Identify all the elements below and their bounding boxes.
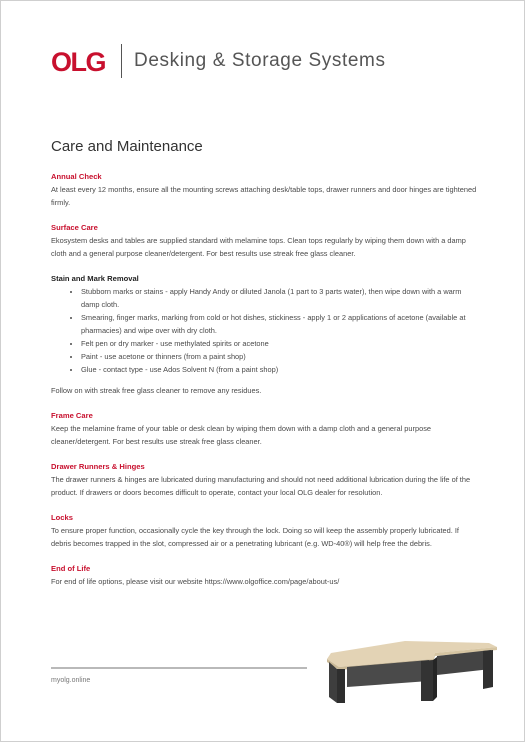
section-end-of-life <box>51 562 481 588</box>
footer-divider <box>51 667 307 669</box>
section-heading: Stain and Mark Removal <box>51 274 139 283</box>
page-title: Care and Maintenance <box>51 138 203 155</box>
section-text: At least every 12 months, ensure all the mounting screws attaching desk/table tops, drawer runners and door hinges are tightened firmly. <box>51 185 477 207</box>
list-item: • Smearing, finger marks, marking from cold or hot dishes, stickiness - apply 1 or 2 applications of acetone (available at pharmacies) and wipe over with dry cloth. <box>81 311 481 337</box>
section-heading: Frame Care <box>51 411 93 420</box>
section-text: For end of life options, please visit our website https://www.olgoffice.com/page/about-us/ <box>51 577 340 586</box>
section-text: To ensure proper function, occasionally cycle the key through the lock. Doing so will keep the assembly properly lubricated. If debris becomes trapped in the slot, compressed air or a penetrating lubricant (e.g. WD-40®) will help free the debris. <box>51 526 459 548</box>
list-item: • Paint - use acetone or thinners (from a paint shop) <box>81 350 481 363</box>
section-text: Keep the melamine frame of your table or desk clean by wiping them down with a damp cloth and a general purpose cleaner/detergent. For best results use streak free glass cleaner. <box>51 424 432 446</box>
svg-text:OLG: OLG <box>51 47 105 76</box>
list-item: • Felt pen or dry marker - use methylated spirits or acetone <box>81 337 481 350</box>
content-body <box>51 170 481 600</box>
brand-header <box>51 41 386 81</box>
follow-on-text: Follow on with streak free glass cleaner to remove any residues. <box>51 386 262 395</box>
section-locks <box>51 511 481 550</box>
section-heading: Surface Care <box>51 223 98 232</box>
section-heading: Annual Check <box>51 172 102 181</box>
section-stain-removal <box>51 272 481 397</box>
list-item: • Glue - contact type - use Ados Solvent N (from a paint shop) <box>81 363 481 376</box>
section-heading: End of Life <box>51 564 91 573</box>
header-divider <box>121 44 122 78</box>
section-frame-care <box>51 409 481 448</box>
section-heading: Locks <box>51 513 73 522</box>
footer-url: myolg.online <box>51 677 91 684</box>
section-drawer-runners <box>51 460 481 499</box>
section-text: The drawer runners & hinges are lubricated during manufacturing and should not need additional lubrication during the life of the product. If drawers or doors becomes difficult to operate, contact your local OLG dealer for resolution. <box>51 475 471 497</box>
desk-product-image <box>323 629 498 712</box>
stain-list <box>51 285 481 376</box>
section-annual-check <box>51 170 481 209</box>
brand-title: Desking & Storage Systems <box>134 50 386 71</box>
section-text: Ekosystem desks and tables are supplied standard with melamine tops. Clean tops regularly by wiping them down with a damp cloth and a general purpose cleaner/detergent. For best results use streak free glass cleaner. <box>51 236 466 258</box>
olg-logo <box>51 46 109 76</box>
section-surface-care <box>51 221 481 260</box>
section-heading: Drawer Runners & Hinges <box>51 462 145 471</box>
list-item: • Stubborn marks or stains - apply Handy Andy or diluted Janola (1 part to 3 parts water), then wipe down with a warm damp cloth. <box>81 285 481 311</box>
